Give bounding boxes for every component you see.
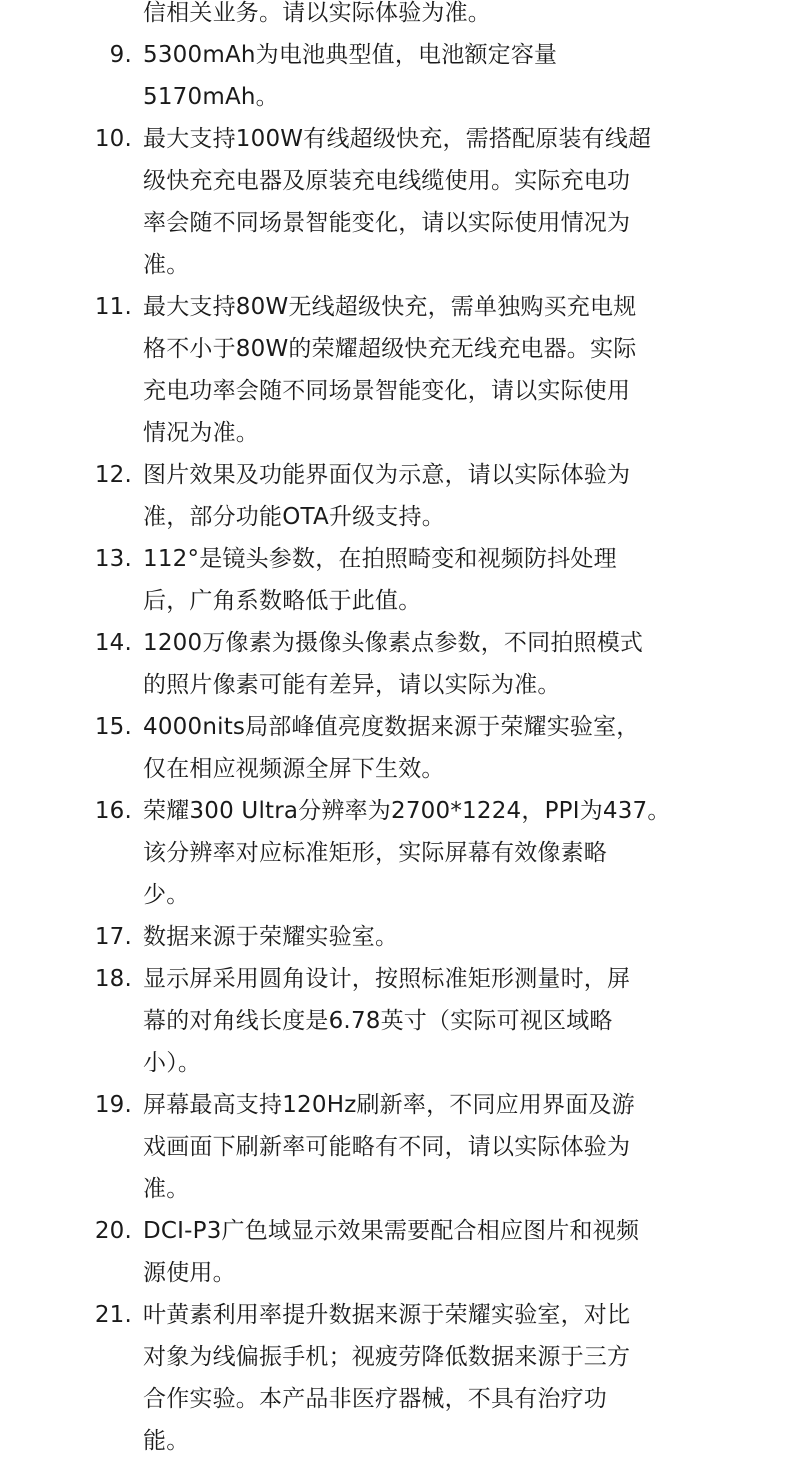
footnote-text: 信相关业务。请以实际体验为准。 xyxy=(143,0,491,26)
footnote-number: 14. xyxy=(94,630,132,656)
footnote-item xyxy=(0,916,790,958)
footnote-item xyxy=(0,538,790,622)
footnote-item xyxy=(0,0,790,34)
footnote-text: 显示屏采用圆角设计，按照标准矩形测量时，屏 幕的对角线长度是6.78英寸（实际可视区域略 小）。 xyxy=(143,966,631,1076)
footnote-item xyxy=(0,622,790,706)
footnote-number: 20. xyxy=(94,1218,132,1244)
footnote-text: 图片效果及功能界面仅为示意，请以实际体验为 准，部分功能OTA升级支持。 xyxy=(143,462,631,530)
footnote-text: 数据来源于荣耀实验室。 xyxy=(143,924,399,950)
footnote-text: 4000nits局部峰值亮度数据来源于荣耀实验室， 仅在相应视频源全屏下生效。 xyxy=(143,714,640,782)
footnote-text: 最大支持80W无线超级快充，需单独购买充电规 格不小于80W的荣耀超级快充无线充电器。实际 充电功率会随不同场景智能变化，请以实际使用 情况为准。 xyxy=(143,294,637,446)
footnote-number: 18. xyxy=(94,966,132,992)
footnote-number: 9. xyxy=(109,42,132,68)
footnote-number: 16. xyxy=(94,798,132,824)
footnote-text: 1200万像素为摄像头像素点参数，不同拍照模式 的照片像素可能有差异，请以实际为准。 xyxy=(143,630,644,698)
footnote-item xyxy=(0,454,790,538)
footnote-text: 叶黄素利用率提升数据来源于荣耀实验室，对比 对象为线偏振手机；视疲劳降低数据来源于三方 合作实验。本产品非医疗器械，不具有治疗功 能。 xyxy=(143,1302,631,1454)
footnote-text: 最大支持100W有线超级快充，需搭配原装有线超 级快充充电器及原装充电线缆使用。实际充电功 率会随不同场景智能变化，请以实际使用情况为 准。 xyxy=(143,126,652,278)
footnote-number: 17. xyxy=(94,924,132,950)
footnote-item xyxy=(0,34,790,118)
footnote-number: 11. xyxy=(94,294,132,320)
footnote-item xyxy=(0,1084,790,1210)
footnote-text: 荣耀300 Ultra分辨率为2700*1224，PPI为437。 该分辨率对应标准矩形，实际屏幕有效像素略 少。 xyxy=(143,798,671,908)
footnote-number: 10. xyxy=(94,126,132,152)
footnote-number: 19. xyxy=(94,1092,132,1118)
footnote-number: 12. xyxy=(94,462,132,488)
footnote-text: 屏幕最高支持120Hz刷新率，不同应用界面及游 戏画面下刷新率可能略有不同，请以实际体验为 准。 xyxy=(143,1092,635,1202)
footnote-text: 112°是镜头参数，在拍照畸变和视频防抖处理 后，广角系数略低于此值。 xyxy=(143,546,617,614)
footnote-number: 21. xyxy=(94,1302,132,1328)
footnote-number: 13. xyxy=(94,546,132,572)
footnote-item xyxy=(0,1294,790,1462)
footnote-text: DCI-P3广色域显示效果需要配合相应图片和视频 源使用。 xyxy=(143,1218,640,1286)
footnote-item xyxy=(0,790,790,916)
footnote-item xyxy=(0,958,790,1084)
footnote-item xyxy=(0,706,790,790)
footnote-item xyxy=(0,1210,790,1294)
footnote-number: 15. xyxy=(94,714,132,740)
footnote-item xyxy=(0,118,790,286)
footnote-item xyxy=(0,286,790,454)
footnote-text: 5300mAh为电池典型值，电池额定容量 5170mAh。 xyxy=(143,42,558,110)
